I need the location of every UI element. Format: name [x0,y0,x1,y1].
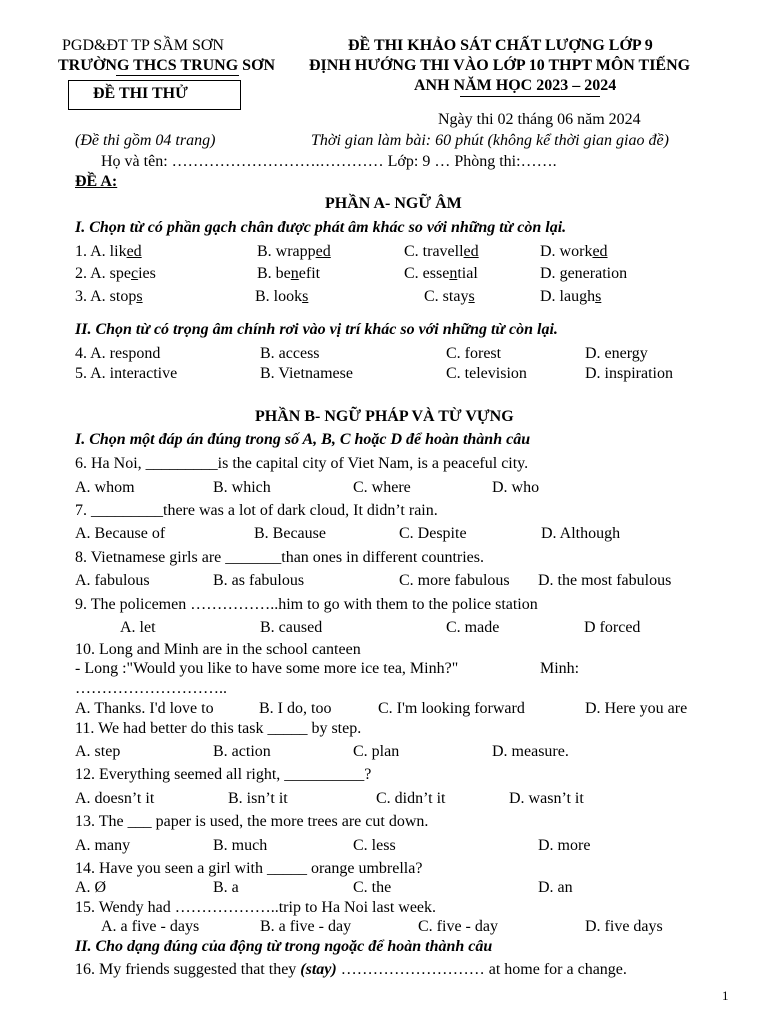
q6-stem: 6. Ha Noi, _________is the capital city of Viet Nam, is a peaceful city. [75,455,529,472]
q12-stem: 12. Everything seemed all right, __________? [75,766,372,783]
q12-option-c: C. didn’t it [376,790,446,807]
q5-option-a: 5. A. interactive [75,365,178,382]
exam-title-line1: ĐỀ THI KHẢO SÁT CHẤT LƯỢNG LỚP 9 [348,37,653,54]
exam-date: Ngày thi 02 tháng 06 năm 2024 [438,111,641,128]
q5-option-c: C. television [446,365,527,382]
q6-option-a: A. whom [75,479,135,496]
q2-option-a: 2. A. species [75,265,156,282]
q10-option-b: B. I do, too [259,700,332,717]
q11-option-a: A. step [75,743,121,760]
q11-option-c: C. plan [353,743,400,760]
department-name: PGD&ĐT TP SẦM SƠN [62,37,224,54]
q13-option-d: D. more [538,837,591,854]
q11-stem: 11. We had better do this task _____ by step. [75,720,362,737]
q9-option-d: D forced [584,619,641,636]
q13-option-c: C. less [353,837,396,854]
school-name: TRƯỜNG THCS TRUNG SƠN [58,57,276,74]
q13-option-a: A. many [75,837,131,854]
q12-option-b: B. isn’t it [228,790,288,807]
q4-option-d: D. energy [585,345,648,362]
part-a-title: PHẦN A- NGỮ ÂM [325,195,462,212]
q15-option-a: A. a five - days [101,918,200,935]
q10-stem: 10. Long and Minh are in the school canteen [75,641,361,658]
part-b-section-1: I. Chọn một đáp án đúng trong số A, B, C hoặc D để hoàn thành câu [75,431,531,448]
page-count-note: (Đề thi gồm 04 trang) [75,132,216,149]
q10-answer-blank: ……………………….. [75,680,227,697]
q7-option-d: D. Although [541,525,621,542]
exam-title-line2: ĐỊNH HƯỚNG THI VÀO LỚP 10 THPT MÔN TIẾNG [309,57,691,74]
q2-option-c: C. essential [404,265,478,282]
part-b-section-2: II. Cho dạng đúng của động từ trong ngoặc để hoàn thành câu [75,938,493,955]
q1-option-a: 1. A. liked [75,243,142,260]
time-allowed: Thời gian làm bài: 60 phút (không kể thời gian giao đề) [311,132,669,149]
q6-option-d: D. who [492,479,540,496]
q4-option-c: C. forest [446,345,502,362]
student-info-line: Họ và tên: ……………………….………… Lớp: 9 … Phòng thi:……. [101,153,557,170]
q10-dialogue-minh: Minh: [540,660,580,677]
q9-option-a: A. let [120,619,156,636]
q1-option-c: C. travelled [404,243,479,260]
page-number: 1 [722,988,729,1003]
q15-option-b: B. a five - day [260,918,352,935]
q2-option-d: D. generation [540,265,628,282]
q7-option-a: A. Because of [75,525,166,542]
q6-option-c: C. where [353,479,411,496]
q6-option-b: B. which [213,479,271,496]
q10-option-a: A. Thanks. I'd love to [75,700,214,717]
q7-option-b: B. Because [254,525,326,542]
part-a-section-2: II. Chọn từ có trọng âm chính rơi vào vị trí khác so với những từ còn lại. [75,321,558,338]
q8-option-a: A. fabulous [75,572,150,589]
q13-option-b: B. much [213,837,268,854]
q10-option-d: D. Here you are [585,700,688,717]
q3-option-b: B. looks [255,288,309,305]
q12-option-d: D. wasn’t it [509,790,584,807]
trial-label: ĐỀ THI THỬ [93,85,188,102]
q14-stem: 14. Have you seen a girl with _____ orange umbrella? [75,860,423,877]
q10-dialogue-long: - Long :"Would you like to have some more ice tea, Minh?" [75,660,459,677]
q4-option-a: 4. A. respond [75,345,161,362]
q9-option-c: C. made [446,619,500,636]
q8-option-d: D. the most fabulous [538,572,672,589]
exam-title-line3: ANH NĂM HỌC 2023 – 2024 [414,77,617,94]
q16-stem: 16. My friends suggested that they (stay) ……………………… at home for a change. [75,961,627,978]
q5-option-b: B. Vietnamese [260,365,353,382]
q4-option-b: B. access [260,345,320,362]
exam-code: ĐỀ A: [75,173,118,190]
q14-option-b: B. a [213,879,239,896]
q1-option-d: D. worked [540,243,608,260]
q1-option-b: B. wrapped [257,243,331,260]
q3-option-a: 3. A. stops [75,288,143,305]
q15-stem: 15. Wendy had ………………..trip to Ha Noi last week. [75,899,437,916]
q15-option-c: C. five - day [418,918,498,935]
q11-option-b: B. action [213,743,271,760]
q14-option-c: C. the [353,879,392,896]
q15-option-d: D. five days [585,918,663,935]
q8-stem: 8. Vietnamese girls are _______than ones in different countries. [75,549,485,566]
title-underline [460,96,600,97]
q13-stem: 13. The ___ paper is used, the more trees are cut down. [75,813,429,830]
q3-option-c: C. stays [424,288,475,305]
q8-option-b: B. as fabulous [213,572,305,589]
q9-stem: 9. The policemen ……………..him to go with them to the police station [75,596,538,613]
part-a-section-1: I. Chọn từ có phần gạch chân được phát âm khác so với những từ còn lại. [75,219,567,236]
q5-option-d: D. inspiration [585,365,673,382]
q11-option-d: D. measure. [492,743,569,760]
q3-option-d: D. laughs [540,288,602,305]
q12-option-a: A. doesn’t it [75,790,155,807]
q14-option-a: A. Ø [75,879,107,896]
q9-option-b: B. caused [260,619,323,636]
q16-verb: (stay) [300,961,337,978]
q2-option-b: B. benefit [257,265,321,282]
q10-option-c: C. I'm looking forward [378,700,525,717]
q14-option-d: D. an [538,879,573,896]
q8-option-c: C. more fabulous [399,572,510,589]
part-b-title: PHẦN B- NGỮ PHÁP VÀ TỪ VỰNG [255,408,514,425]
school-underline [116,75,239,76]
q7-stem: 7. _________there was a lot of dark cloud, It didn’t rain. [75,502,438,519]
q7-option-c: C. Despite [399,525,467,542]
